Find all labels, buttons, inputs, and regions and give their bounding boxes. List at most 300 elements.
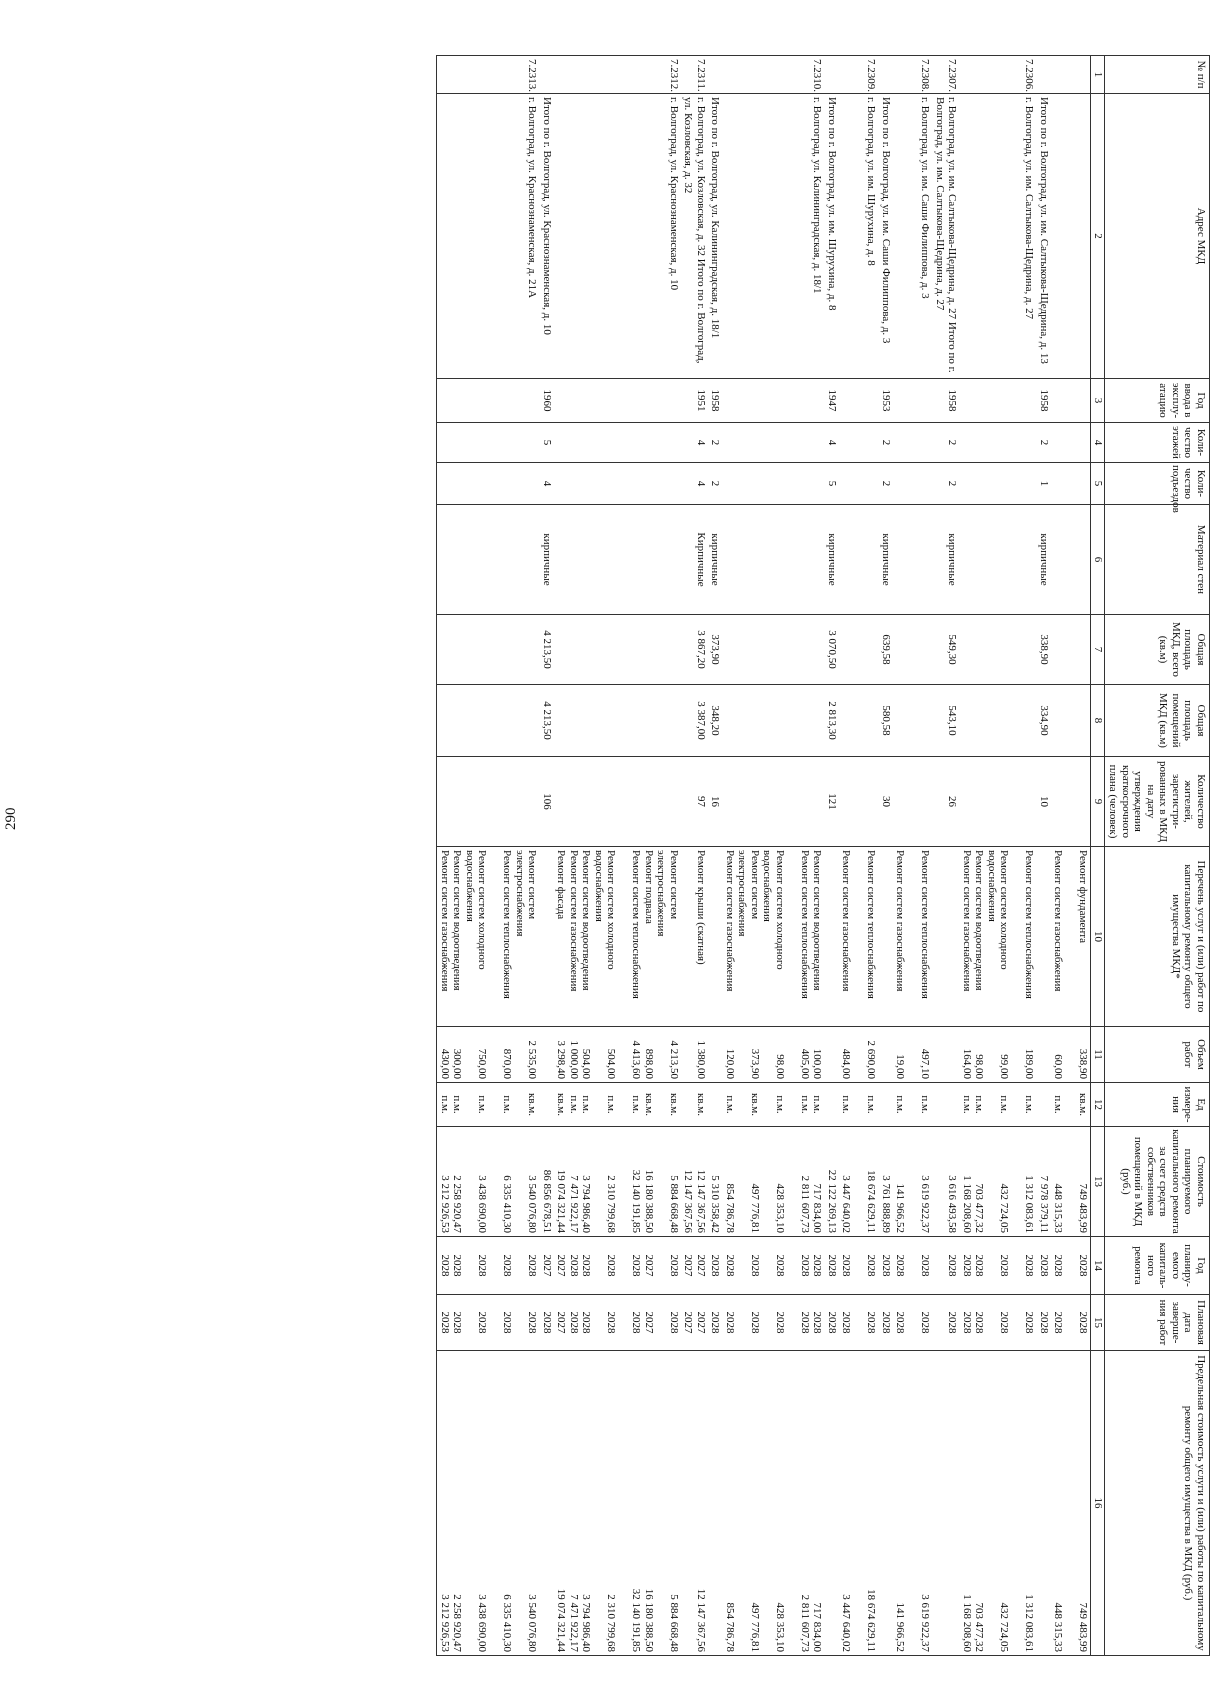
unit-line <box>853 1086 866 1123</box>
unit-line: кв.м. <box>1077 1093 1090 1116</box>
work-volume-line: 504,00 <box>580 1048 593 1079</box>
repair-cost-line: 19 074 321,44 <box>555 1169 568 1233</box>
work-volume-line: 4 413,60 <box>630 1040 643 1079</box>
floors <box>554 423 681 463</box>
repair-cost-line: 141 966,52 <box>894 1183 907 1233</box>
table-row <box>1037 56 1052 1656</box>
unit <box>1037 1083 1052 1127</box>
repair-year <box>825 1237 840 1295</box>
repair-cost-line: 3 212 926,53 <box>439 1175 451 1233</box>
year-built: 1958 <box>708 379 723 423</box>
column-number: 14 <box>1091 1237 1105 1295</box>
work-list-line: Ремонт систем холодного <box>605 850 618 970</box>
wall-material: кирпичные <box>825 505 840 615</box>
end-year-line: 2027 <box>682 1311 695 1334</box>
limit-cost-line: 3 438 690,00 <box>476 1594 489 1652</box>
limit-cost-line: 7 471 922,17 <box>568 1594 580 1652</box>
end-year-line: 2028 <box>799 1311 811 1334</box>
wall-material: кирпичные <box>1037 505 1052 615</box>
work-list-line: водоснабжения <box>464 850 476 922</box>
repair-year-line: 2028 <box>961 1254 973 1277</box>
unit-line: п.м. <box>961 1095 973 1114</box>
residents <box>893 757 933 847</box>
repair-cost-line: 432 724,05 <box>998 1183 1011 1233</box>
repair-cost-line <box>853 1130 866 1233</box>
work-volume-line <box>618 1030 631 1079</box>
work-list-line <box>1065 850 1078 1023</box>
repair-cost-line: 32 140 191,85 <box>630 1169 643 1233</box>
entrances <box>1051 463 1091 505</box>
work-volume <box>893 1027 933 1083</box>
unit-line <box>514 1086 527 1123</box>
repair-cost-line <box>986 1130 999 1233</box>
entrances <box>723 463 825 505</box>
unit-line: кв.м. <box>695 1093 707 1116</box>
column-header: Ед измере- ния <box>1105 1083 1210 1127</box>
limit-cost-line: 6 335 410,30 <box>501 1594 514 1652</box>
repair-cost-line: 448 315,33 <box>1052 1183 1065 1233</box>
work-list-line: Ремонт систем теплоснабжения <box>799 850 811 999</box>
residents: 121 <box>825 757 840 847</box>
rooms-area <box>893 685 933 757</box>
work-volume-line: 373,90 <box>749 1048 761 1079</box>
repair-cost <box>1037 1127 1052 1237</box>
end-year-line: 2028 <box>630 1311 643 1334</box>
end-year <box>681 1295 708 1351</box>
column-header: Адрес МКД <box>1105 94 1210 379</box>
work-volume <box>723 1027 825 1083</box>
repair-year-line: 2027 <box>643 1254 655 1277</box>
rooms-area <box>839 685 879 757</box>
unit-line <box>593 1086 606 1123</box>
year-built <box>723 379 825 423</box>
repair-cost-line <box>907 1130 920 1233</box>
end-year-line: 2028 <box>451 1311 464 1334</box>
limit-cost-line <box>1065 1354 1078 1652</box>
table-row <box>1051 56 1091 1656</box>
floors <box>437 423 540 463</box>
total-area <box>960 615 1037 685</box>
repair-year <box>933 1237 960 1295</box>
end-year-line: 2028 <box>605 1311 618 1334</box>
unit-line <box>786 1086 799 1123</box>
repair-year-line: 2028 <box>799 1254 811 1277</box>
unit-line <box>761 1086 774 1123</box>
work-volume-line <box>1011 1030 1024 1079</box>
limit-cost <box>1037 1351 1052 1656</box>
rooms-area: 334,90 <box>1037 685 1052 757</box>
repair-year-line: 2028 <box>668 1254 680 1277</box>
floors <box>893 423 933 463</box>
end-year <box>933 1295 960 1351</box>
row-number <box>1037 56 1052 94</box>
end-year-line: 2028 <box>894 1311 907 1334</box>
column-number-row <box>1091 56 1105 1656</box>
work-list-line: электроснабжения <box>655 850 668 937</box>
address: г. Волгоград, ул. им. Шурухина, д. 8 <box>839 94 879 379</box>
repair-year-line: 2028 <box>439 1254 451 1277</box>
repair-year <box>839 1237 879 1295</box>
repair-year-line: 2028 <box>894 1254 907 1277</box>
row-number: 7.2311. <box>681 56 708 94</box>
work-volume-line: 120,00 <box>724 1048 736 1079</box>
floors: 4 <box>825 423 840 463</box>
end-year-line: 2028 <box>501 1311 514 1334</box>
repair-cost-line: 3 447 640,02 <box>840 1175 853 1233</box>
work-volume <box>825 1027 840 1083</box>
residents <box>437 757 540 847</box>
repair-cost-line: 3 761 888,89 <box>880 1175 892 1233</box>
repair-year <box>1051 1237 1091 1295</box>
end-year-line <box>618 1298 631 1347</box>
limit-cost-line <box>593 1354 606 1652</box>
entrances <box>893 463 933 505</box>
total-area <box>839 615 879 685</box>
limit-cost-line <box>464 1354 477 1652</box>
limit-cost-line <box>1011 1354 1024 1652</box>
repair-year-line: 2028 <box>1052 1254 1065 1277</box>
repair-cost-line <box>655 1130 668 1233</box>
unit-line <box>1065 1086 1078 1123</box>
unit-line: п.м. <box>894 1095 907 1114</box>
end-year-line: 2028 <box>774 1311 786 1334</box>
work-volume-line <box>853 1030 866 1079</box>
column-number: 1 <box>1091 56 1105 94</box>
unit-line: п.м. <box>811 1095 824 1114</box>
repair-year-line: 2028 <box>840 1254 853 1277</box>
entrances <box>960 463 1037 505</box>
year-built: 1958 <box>1037 379 1052 423</box>
end-year-line <box>761 1298 774 1347</box>
row-number <box>825 56 840 94</box>
row-number <box>708 56 723 94</box>
repair-cost-line: 12 147 367,56 <box>682 1169 695 1233</box>
unit <box>933 1083 960 1127</box>
rooms-area <box>554 685 681 757</box>
repair-cost-line: 86 856 678,51 <box>541 1169 553 1233</box>
floors: 2 <box>708 423 723 463</box>
repair-year-line: 2028 <box>580 1254 593 1277</box>
repair-year-line: 2028 <box>526 1254 539 1277</box>
work-list <box>723 847 825 1027</box>
end-year-line <box>786 1298 799 1347</box>
unit-line: кв.м. <box>555 1093 568 1116</box>
total-area: 373,90 <box>708 615 723 685</box>
work-list <box>540 847 555 1027</box>
end-year-line: 2028 <box>476 1311 489 1334</box>
work-volume-line: 19,00 <box>894 1054 907 1079</box>
unit-line: п.м. <box>973 1095 986 1114</box>
end-year-line: 2028 <box>919 1311 932 1334</box>
work-volume <box>1051 1027 1091 1083</box>
repair-year-line <box>1065 1240 1078 1291</box>
page-number: 290 <box>3 807 19 830</box>
work-volume-line: 3 298,40 <box>555 1040 568 1079</box>
repair-year-line <box>593 1240 606 1291</box>
unit-line: п.м. <box>476 1095 489 1114</box>
residents <box>554 757 681 847</box>
end-year <box>839 1295 879 1351</box>
repair-cost-line: 2 258 920,47 <box>451 1175 464 1233</box>
work-volume <box>540 1027 555 1083</box>
repair-year <box>540 1237 555 1295</box>
unit-line: п.м. <box>774 1095 786 1114</box>
column-number: 3 <box>1091 379 1105 423</box>
repair-year-line: 2027 <box>695 1254 707 1277</box>
work-list-line: Ремонт систем газоснабжения <box>1052 850 1065 992</box>
limit-cost-line: 432 724,05 <box>998 1602 1011 1652</box>
work-list-line: Ремонт систем теплоснабжения <box>919 850 932 999</box>
repair-year-line: 2028 <box>1038 1254 1050 1277</box>
end-year-line: 2028 <box>526 1311 539 1334</box>
residents: 10 <box>1037 757 1052 847</box>
column-number: 13 <box>1091 1127 1105 1237</box>
unit-line: п.м. <box>840 1095 853 1114</box>
unit-line: кв.м. <box>668 1093 680 1116</box>
work-volume-line <box>986 1030 999 1079</box>
repair-year-line <box>514 1240 527 1291</box>
residents: 30 <box>879 757 894 847</box>
repair-cost-line: 12 147 367,56 <box>695 1169 707 1233</box>
total-area: 639,58 <box>879 615 894 685</box>
unit-line: кв.м. <box>643 1093 655 1116</box>
row-number: 7.2313. <box>437 56 540 94</box>
rotated-page <box>60 55 1210 1660</box>
repair-cost-line: 5 884 668,48 <box>668 1175 680 1233</box>
end-year <box>540 1295 555 1351</box>
work-list-line: Ремонт фасада <box>555 850 568 920</box>
limit-cost-line: 3 540 076,80 <box>526 1594 539 1652</box>
limit-cost-line <box>736 1354 749 1652</box>
repair-year-line: 2028 <box>724 1254 736 1277</box>
end-year-line <box>514 1298 527 1347</box>
end-year-line: 2028 <box>880 1311 892 1334</box>
end-year-line: 2028 <box>724 1311 736 1334</box>
column-header: Плановая дата заверше- ния работ <box>1105 1295 1210 1351</box>
limit-cost-line: 1 168 208,60 <box>961 1594 973 1652</box>
column-header: Количество жителей, зарегистри- рованных в МКД на дату утверждения краткосрочного плана (человек) <box>1105 757 1210 847</box>
work-list <box>893 847 933 1027</box>
work-volume-line: 99,00 <box>998 1054 1011 1079</box>
table-row <box>960 56 1037 1656</box>
work-volume <box>879 1027 894 1083</box>
repair-cost-line: 3 619 922,37 <box>919 1175 932 1233</box>
entrances <box>554 463 681 505</box>
residents <box>1051 757 1091 847</box>
table-body <box>437 56 1091 1656</box>
repair-year-line <box>986 1240 999 1291</box>
work-list <box>708 847 723 1027</box>
address: Итого по г. Волгоград, ул. Краснознаменская, д. 10 <box>540 94 555 379</box>
year-built: 1953 <box>879 379 894 423</box>
total-area <box>893 615 933 685</box>
repair-year-line: 2027 <box>682 1254 695 1277</box>
end-year <box>708 1295 723 1351</box>
table-row <box>723 56 825 1656</box>
repair-cost-line <box>464 1130 477 1233</box>
repair-cost-line <box>761 1130 774 1233</box>
limit-cost <box>933 1351 960 1656</box>
unit-line: п.м. <box>501 1095 514 1114</box>
wall-material <box>723 505 825 615</box>
column-header: Общая площадь МКД, всего (кв.м) <box>1105 615 1210 685</box>
end-year <box>437 1295 540 1351</box>
repair-cost-line: 7 471 922,17 <box>568 1175 580 1233</box>
end-year-line <box>907 1298 920 1347</box>
floors: 2 <box>1037 423 1052 463</box>
work-volume-line: 164,00 <box>961 1048 973 1079</box>
work-list-line: водоснабжения <box>986 850 998 922</box>
work-volume-line: 300,00 <box>451 1048 464 1079</box>
repair-year-line: 2028 <box>501 1254 514 1277</box>
end-year-line <box>489 1298 502 1347</box>
address: г. Волгоград, ул. им. Салтыкова-Щедрина, д. 27 <box>960 94 1037 379</box>
work-volume-line: 100,00 <box>811 1048 824 1079</box>
work-volume-line <box>514 1030 527 1079</box>
work-list-line <box>786 850 799 1023</box>
row-number <box>879 56 894 94</box>
end-year-line: 2028 <box>946 1311 959 1334</box>
repair-cost <box>893 1127 933 1237</box>
limit-cost-line <box>489 1354 502 1652</box>
repair-cost <box>554 1127 681 1237</box>
limit-cost-line: 16 180 388,50 <box>643 1588 655 1652</box>
unit-line <box>1011 1086 1024 1123</box>
repair-year-line: 2028 <box>709 1254 722 1277</box>
repair-cost-line <box>1065 1130 1078 1233</box>
repair-year-line: 2028 <box>749 1254 761 1277</box>
address: Итого по г. Волгоград, ул. им. Шурухина, д. 8 <box>825 94 840 379</box>
limit-cost-line <box>618 1354 631 1652</box>
repair-year-line: 2028 <box>998 1254 1011 1277</box>
column-number: 16 <box>1091 1351 1105 1656</box>
repair-cost-line: 5 310 358,42 <box>709 1175 722 1233</box>
work-list-line: Ремонт систем газоснабжения <box>961 850 973 992</box>
work-list-line: электроснабжения <box>736 850 749 937</box>
wall-material: кирпичные <box>708 505 723 615</box>
repair-year-line <box>464 1240 477 1291</box>
work-list-line: водоснабжения <box>761 850 774 922</box>
work-volume-line <box>655 1030 668 1079</box>
column-number: 2 <box>1091 94 1105 379</box>
limit-cost-line: 717 834,00 <box>811 1602 824 1652</box>
table-row <box>933 56 960 1656</box>
entrances: 4 <box>540 463 555 505</box>
repair-cost-line: 3 540 076,80 <box>526 1175 539 1233</box>
limit-cost-line <box>786 1354 799 1652</box>
work-list-line: Ремонт систем теплоснабжения <box>865 850 878 999</box>
residents: 26 <box>933 757 960 847</box>
column-header: Перечень услуг и (или) работ по капитальному ремонту общего имущества МКД* <box>1105 847 1210 1027</box>
end-year-line: 2028 <box>439 1311 451 1334</box>
wall-material: Кирпичные <box>681 505 708 615</box>
column-number: 10 <box>1091 847 1105 1027</box>
work-volume-line: 2 535,00 <box>526 1040 539 1079</box>
end-year <box>723 1295 825 1351</box>
unit-line: п.м. <box>724 1095 736 1114</box>
rooms-area: 2 813,30 <box>825 685 840 757</box>
work-list-line: Ремонт систем теплоснабжения <box>1023 850 1036 999</box>
repair-year-line: 2028 <box>774 1254 786 1277</box>
repair-year-line: 2028 <box>568 1254 580 1277</box>
work-volume-line: 405,00 <box>799 1048 811 1079</box>
work-volume-line <box>1065 1030 1078 1079</box>
row-number: 7.2306. <box>960 56 1037 94</box>
year-built <box>1051 379 1091 423</box>
row-number: 7.2310. <box>723 56 825 94</box>
repair-year <box>723 1237 825 1295</box>
end-year-line <box>464 1298 477 1347</box>
limit-cost <box>723 1351 825 1656</box>
repair-cost <box>437 1127 540 1237</box>
wall-material <box>960 505 1037 615</box>
wall-material <box>893 505 933 615</box>
column-header: Предельная стоимость услуги и (или) работы по капитальному ремонту общего имущества в МКД (руб.) <box>1105 1351 1210 1656</box>
repair-cost-line: 6 335 410,30 <box>501 1175 514 1233</box>
work-volume-line: 98,00 <box>973 1054 986 1079</box>
unit <box>839 1083 879 1127</box>
unit <box>708 1083 723 1127</box>
repair-cost-line: 497 776,81 <box>749 1183 761 1233</box>
work-volume <box>708 1027 723 1083</box>
repair-cost <box>1051 1127 1091 1237</box>
end-year-line: 2028 <box>1023 1311 1036 1334</box>
entrances: 5 <box>825 463 840 505</box>
repair-cost-line: 749 483,99 <box>1077 1183 1090 1233</box>
column-header: Общая площадь помещений МКД (кв.м) <box>1105 685 1210 757</box>
repair-year-line: 2028 <box>630 1254 643 1277</box>
limit-cost-line <box>655 1354 668 1652</box>
repair-year-line: 2027 <box>555 1254 568 1277</box>
work-list-line: Ремонт систем холодного <box>476 850 489 970</box>
work-list-line: Ремонт систем водоотведения <box>580 850 593 991</box>
unit <box>879 1083 894 1127</box>
work-list-line: Ремонт систем газоснабжения <box>894 850 907 992</box>
year-built: 1947 <box>825 379 840 423</box>
row-number: 7.2308. <box>893 56 933 94</box>
repair-year-line: 2028 <box>880 1254 892 1277</box>
end-year-line: 2028 <box>865 1311 878 1334</box>
work-list <box>554 847 681 1027</box>
end-year <box>960 1295 1037 1351</box>
limit-cost <box>708 1351 723 1656</box>
residents: 97 <box>681 757 708 847</box>
unit-line: п.м. <box>919 1095 932 1114</box>
column-header: Материал стен <box>1105 505 1210 615</box>
work-volume-line <box>907 1030 920 1079</box>
unit <box>960 1083 1037 1127</box>
repair-year-line: 2028 <box>811 1254 824 1277</box>
unit-line: п.м. <box>605 1095 618 1114</box>
work-list-line: водоснабжения <box>593 850 605 922</box>
column-number: 7 <box>1091 615 1105 685</box>
limit-cost <box>554 1351 681 1656</box>
work-volume-line: 430,00 <box>439 1048 451 1079</box>
repair-cost-line <box>736 1130 749 1233</box>
unit <box>437 1083 540 1127</box>
column-header: Год ввода в эксплу- атацию <box>1105 379 1210 423</box>
end-year-line: 2028 <box>709 1311 722 1334</box>
wall-material: кирпичные <box>879 505 894 615</box>
repair-cost-line <box>489 1130 502 1233</box>
work-volume-line: 1 000,00 <box>568 1040 580 1079</box>
work-volume-line: 750,00 <box>476 1048 489 1079</box>
residents: 106 <box>540 757 555 847</box>
work-list-line: Ремонт систем <box>749 850 761 920</box>
limit-cost-line: 18 674 629,11 <box>865 1589 878 1652</box>
address <box>1051 94 1091 379</box>
work-list-line: электроснабжения <box>514 850 526 937</box>
